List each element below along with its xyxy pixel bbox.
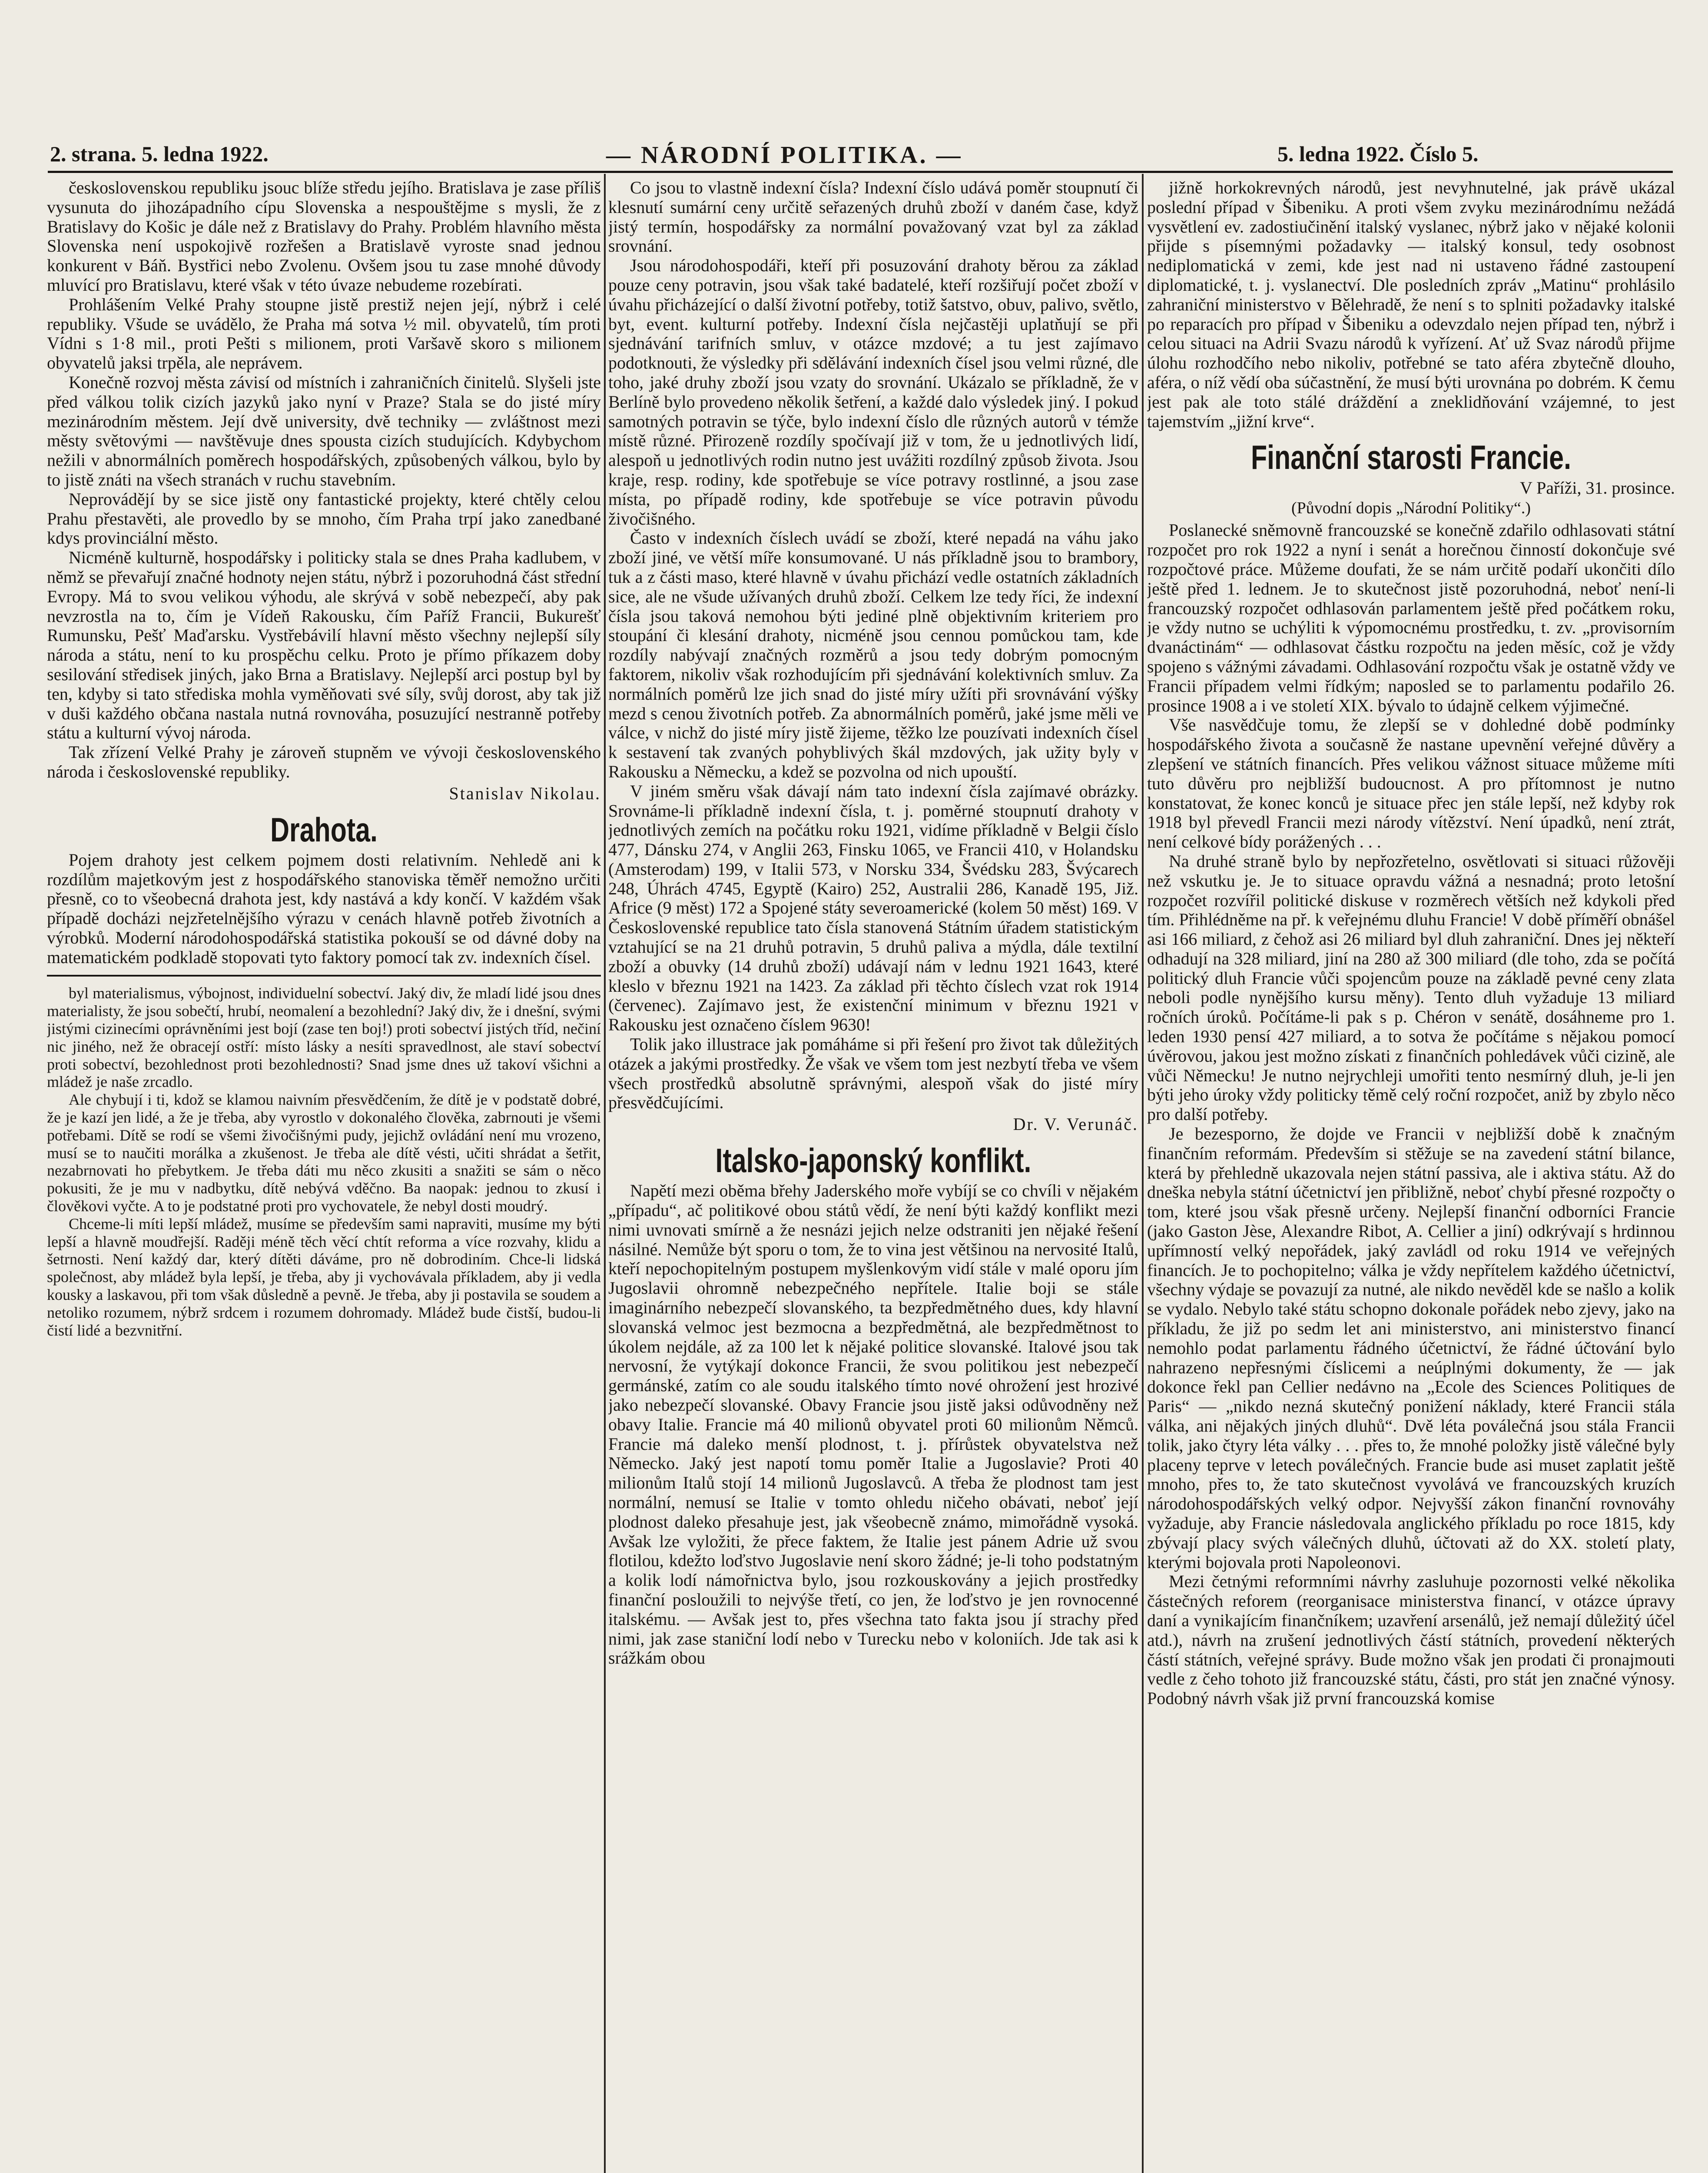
article-paragraph: Jsou národohospodáři, kteří při posuzování drahoty běrou za základ pouze ceny potravin, jsou však také badatelé, kteří rozšiřují počet zboží v úvahu přicházející o další životní potřeby, totiž šatstvo, obuv, palivo, světlo, byt, event. kulturní potřeby. Indexní čísla nejčastěji uplatňují se při sjednávání tarifních smluv, v otázce mzdové; a tu jest zajímavo podotknouti, že výsledky při sdělávání indexních čísel jsou velmi různé, dle toho, jaké druhy zboží jsou vzaty do srovnání. Ukázalo se příkladně, že v Berlíně bylo provedeno několik šetření, a každé dalo výsledek jiný. I pokud samotných potravin se týče, bylo indexní číslo dle různých autorů v témže místě různé. Přirozeně rozdíly spočívají již v tom, že u jednotlivých lidí, alespoň u jednotlivých rodin nutno jest uvážiti rozdílný způsob života. Jsou kraje, resp. rodiny, kde spotřebuje se více potravy rostlinné, a jsou zase místa, po případě rodiny, kde spotřebuje se více potravin původu živočišného. — [608, 256, 1138, 528]
article-paragraph: Tak zřízení Velké Prahy je zároveň stupněm ve vývoji československého národa i československé republiky. — [47, 742, 601, 781]
article-title: Italsko-japonský konflikt. — [715, 1141, 1031, 1180]
article-paragraph: Prohlášením Velké Prahy stoupne jistě prestiž nejen její, nýbrž i celé republiky. Všude se uvádělo, že Praha má sotva ½ mil. obyvatelů, tím proti Vídni s 1·8 mil., proti Pešti s milionem, proti Varšavě skoro s milionem obyvatelů jaksi trpěla, ale neprávem. — [47, 294, 601, 373]
article-paragraph: československou republiku jsouc blíže středu jejího. Bratislava je zase příliš vysunuta do jihozápadního cípu Slovenska a nespouštějme s mysli, že z Bratislavy do Košic je dále než z Bratislavy do Prahy. Problém hlavního města Slovenska není uspokojivě rozřešen a Bratislavě vyroste snad jednou konkurent v Báň. Bystřici nebo Zvolenu. Ovšem jsou tu zase mnohé důvody mluvící pro Bratislavu, které však v této úvaze nebudeme rozebírati. — [47, 178, 601, 295]
author-signature: Dr. V. Verunáč. — [1013, 1114, 1138, 1134]
article-paragraph: Mezi četnými reformními návrhy zasluhuje pozornosti velké několika částečných reforem (reorganisace ministerstva financí, v otázce úpravy daní a vynikajícím finančníkem; uzavření arsenálů, jež nemají důležitý účel atd.), návrh na zrušení jednotlivých částí státních, provedení některých částí státních, veřejné správy. Bude možno však jen prodati či pronajmouti vedle z čeho tohoto již francouzské státu, části, pro stát jen značné výnosy. Podobný návrh však již první francouzská komise — [1147, 1572, 1675, 1708]
column-2 — [608, 178, 1138, 2173]
article-paragraph: Napětí mezi oběma břehy Jaderského moře vybíjí se co chvíli v nějakém „případu“, ač politikové obou států vědí, že není býti každý konflikt mezi nimi uvnovati smírně a že nesnázi jejich nelze odstraniti jen nějaké řešení násilné. Nemůže být sporu o tom, že to vina jest většinou na nervosité Italů, kteří nepochopitelným postupem myšlenkovým vidí stále v malé oporu jím Jugoslavii ohromně nebezpečného nepřítele. Italie boji se stále imaginárního nebezpečí slovanského, ta bezpředmětného dues, kdy hlavní slovanská velmoc jest bezmocna a bezpředmětná, ale bezpředmětnost to úkolem nejdále, až za 100 let k nějaké politice slovanské. Italové jsou tak nervosní, že vytýkají dokonce Francii, že svou politikou jest nebezpečí germánské, zatím co ale soudu italského tímto nové ohrožení jest hrozivé jako nebezpečí slovanské. Obavy Francie jsou jistě jaksi odůvodněny než obavy Italie. Francie má 40 milionů obyvatel proti 60 milionům Němců. Francie má daleko menší plodnost, t. j. přírůstek obyvatelstva než Německo. Jaký jest napotí tomu poměr Italie a Jugoslavie? Proti 40 milionům Italů stojí 14 milionů Jugoslavců. A třeba že plodnost tam jest normální, nemusí se Italie v tomto ohledu ničeho obávati, neboť její plodnost daleko přesahuje jest, jak všeobecně známo, mimořádně vysoká. Avšak lze vyložiti, že přece faktem, že Italie jest pánem Adrie už svou flotilou, kdežto loďstvo Jugoslavie není skoro žádné; je-li toho podstatným a kolik lodí námořnictva bylo, jsou rozkouskovány a jejich prostředky finanční posloužili to nejvýše třetí, co jen, že loďstvo je jen rovnocenné italskému. — Avšak jest to, přes všechna tato fakta jsou jí strachy před nimi, jak zase staniční lodí nebo v Turecku nebo v koloniích. Jde tak asi k srážkám obou — [608, 1181, 1138, 1668]
article-paragraph: Pojem drahoty jest celkem pojmem dosti relativním. Nehledě ani k rozdílům majetkovým jest z hospodářského stanoviska těměř nemožno určiti přesně, co to všeobecná drahota jest, kdy nastává a kdy končí. V každém však případě docházi nejzřetelnějšího výrazu v cenách hlavně potřeb životních a výrobků. Moderní národohospodářská statistika pokouší se od dávné doby na matematickém podkladě stopovati tyto faktory pomocí tak zv. indexních čísel. — [47, 850, 601, 967]
column-1 — [47, 178, 601, 2173]
column-3 — [1147, 178, 1675, 2173]
dateline: V Paříži, 31. prosince. — [1520, 478, 1675, 498]
header-left: 2. strana. 5. ledna 1922. — [50, 142, 269, 166]
article-paragraph: Je bezesporno, že dojde ve Francii v nejbližší době k značným finančním reformám. Především si stěžuje se na zavedení státní bilance, která by přehledně ukazovala nejen státní passiva, ale i aktiva státu. Až do dneška nebyla státní účetnictví jen přibližně, neboť chybí přesné rozpočty o tom, které jsou však přesně určeny. Nejlepší finanční odborníci Francie (jako Gaston Jèse, Alexandre Ribot, A. Cellier a jiní) odkrývají s hrdinnou upřímností velký nepořádek, jaký zavládl od roku 1914 ve veřejných financích. Je to pochopitelno; válka je vždy nepřítelem každého účetnictví, všechny výdaje se povazují za nutné, ale nikdo nevěděl kde se našlo a kolik se vydalo. Nebylo také státu schopno dokonale pořádek nebo zjevy, jako na příkladu, že již po sedm let ani ministerstvo, ani ministerstvo financí nemohlo podat parlamentu řádného účetnictví, že řádné účtování bylo nahrazeno nepřesnými číslicemi a neúplnými dokumenty, že — jak dokonce řekl pan Cellier nedávno na „Ecole des Sciences Politiques de Paris“ — „nikdo nezná skutečný ponižení náklady, které Francii stála válka, ani nějakých jiných dluhů“. Dvě léta poválečná jsou stála Francii tolik, jako čtyry léta války . . . přes to, že mnohé položky jistě válečné byly placeny teprve v letech poválečných. Francie bude asi muset zaplatit ještě mnoho, přes to, že tato skutečnost vyvolává ve francouzských kruzích národohospodářských velký odpor. Nejvyšší zákon finanční rovnováhy vyžaduje, aby Francie následovala anglického příkladu po roce 1815, kdy zbývají placy svých válečných dluhů, účtovati až do XX. století platy, kterými bojovala proti Napoleonovi. — [1147, 1124, 1675, 1572]
article-paragraph: byl materialismus, výbojnost, individuelní sobectví. Jaký div, že mladí lidé jsou dnes materialisty, že jsou sobečtí, hrubí, neomalení a bezohlední? Jaký div, že i dnešní, svými jistými cizinecími oprávněními jest bojí (zase ten boj!) proti sobectví jistých tříd, nečiní nic jiného, než že obracejí ostří: místo lásky a nesíti spravedlnost, ale staví sobectví proti sobectví, bezohlednost proti bezohlednosti? Snad jsme dnes už takoví všichni a mládež je naše zrcadlo. — [47, 984, 601, 1091]
article-paragraph: Ale chybují i ti, kdož se klamou naivním přesvědčením, že dítě je v podstatě dobré, že je kazí jen lidé, a že je třeba, aby vyrostlo v dokonalého člověka, zabrnouti je všemi potřebami. Dítě se rodí se všemi živočišnými pudy, jejichž ovládání není mu vrozeno, musí se to naučiti morálka a zkušenost. Je třeba ale dítě vésti, učiti shrádat a šetřit, nezabrnovati ho přebytkem. Je třeba dáti mu něco zkusiti a snažiti se sám o něco pokusiti, že je mu v nadbytku, dítě nebývá vděčno. Ba naopak: jednou to zkusí i člověkovi vyčte. A to je podstatné proti pro vychovatele, že nebyl dosti moudrý. — [47, 1091, 601, 1215]
article-paragraph: Chceme-li míti lepší mládež, musíme se především sami napraviti, musíme my býti lepší a hlavně moudřejší. Raději méně těch věcí chtít reforma a více rozvahy, klidu a šetrnosti. Není každý dar, který dítěti dáváme, pro ně dobrodiním. Chce-li lidská společnost, aby mládež byla lepší, je třeba, aby ji vychovávala příkladem, aby ji vedla kousky a laskavou, při tom však důsledně a pevně. Je třeba, aby ji postavila se soudem a netoliko rozumem, nýbrž srdcem i rozumem dohromady. Mládež bude čistší, budou-li čistí lidé a bezvnitřní. — [47, 1215, 601, 1339]
header-rule — [48, 171, 1673, 173]
column-divider — [1142, 174, 1144, 2173]
article-paragraph: jižně horkokrevných národů, jest nevyhnutelné, jak právě ukázal poslední případ v Šibeniku. A proti všem zvyku mezinárodnímu nežádá vysvětlení ev. zadostiučinění italský vyslanec, nýbrž jako v nějaké kolonii přijde s písemnými požadavky — italský konsul, tedy osobnost nediplomatická v zemi, kde jest nad ni ustaveno řádné zastoupení diplomatické, t. j. vyslanectví. Dle posledních zpráv „Matinu“ prohlásilo zahraniční ministerstvo v Bělehradě, že není s to splniti požadavky italské po reparacích pro případ v Šibeniku a odevzdalo nejen případ ten, nýbrž i celou situaci na Adrii Svazu národů k vyřízení. Ať už Svaz národů přijme úlohu rozhodčího nebo nikoliv, potřebné se tato aféra zbytečně dlouho, aféra, o níž vědí oba súčastnění, že musí býti urovnána po dobrém. K čemu jest pak ale toto stálé dráždění a zneklidňování vzájemné, to jest tajemstvím „jižní krve“. — [1147, 178, 1675, 431]
article-title: Finanční starosti Francie. — [1250, 438, 1572, 477]
column-divider — [604, 174, 606, 2173]
article-paragraph: Vše nasvědčuje tomu, že zlepší se v dohledné době podmínky hospodářského života a současně že nastane upevnění veřejné důvěry a zlepšení ve státních financích. Přes velikou vážnost situace můžeme míti tuto důvěru pro nejbližší budoucnost. A pro přítomnost je nutno konstatovat, že konec konců je situace přec jen stále lepší, než kdyby rok 1918 byl převedl Francii mezi národy vítězství. Není úpadků, není ztrát, není celkové bídy porážených . . . — [1147, 715, 1675, 852]
article-title: Drahota. — [270, 810, 378, 849]
masthead-title: — NÁRODNÍ POLITIKA. — — [606, 142, 963, 169]
article-paragraph: Tolik jako illustrace jak pomáháme si při řešení pro život tak důležitých otázek a jakými prostředky. Že však ve všem tom jest nezbytí třeba ve všem všech prostředků absolutně správnými, alespoň však do jisté míry přesvědčujícími. — [608, 1034, 1138, 1113]
article-paragraph: Co jsou to vlastně indexní čísla? Indexní číslo udává poměr stoupnutí či klesnutí sumární ceny určitě seřazených druhů zboží v daném čase, když jistý termín, hospodářsky za normální považovaný vzat byl za základ srovnání. — [608, 178, 1138, 256]
article-paragraph: Konečně rozvoj města závisí od místních i zahraničních činitelů. Slyšeli jste před válkou tolik cizích jazyků jako nyní v Praze? Stala se do jisté míry mezinárodním městem. Její dvě university, dvě techniky — zvláštnost mezi městy světovými — navštěvuje dnes spousta cizích studujících. Kdybychom nežili v abnormálních poměrech hospodářských, způsobených válkou, bylo by to jistě znáti na všech stranách v ruchu stavebním. — [47, 372, 601, 489]
article-paragraph: Poslanecké sněmovně francouzské se konečně zdařilo odhlasovati státní rozpočet pro rok 1922 a nyní i senát a horečnou činností dokončuje své rozpočtové práce. Můžeme doufati, že se nám určitě podaří ukončiti dílo ještě před 1. lednem. Je to skutečnost jistě pozoruhodná, neboť není-li francouzský rozpočet odhlasován parlamentem ještě před počátkem roku, je vždy nutno se uchýliti k výpomocnému prostředku, t. zv. „provisorním dvanáctinám“ — odhlasovat částku rozpočtu na jeden měsíc, což je vždy spojeno s vážnými závadami. Odhlasování rozpočtu však je ostatně vždy ve Francii případem velmi řídkým; naposled se to parlamentu podařilo 26. prosince 1908 a i ve století XIX. bývalo to údajně celkem výjimečné. — [1147, 520, 1675, 715]
section-rule — [47, 975, 601, 977]
header-right: 5. ledna 1922. Číslo 5. — [1277, 142, 1479, 166]
article-paragraph: Často v indexních číslech uvádí se zboží, které nepadá na váhu jako zboží jiné, ve větší míře konsumované. U nás příkladně jsou to brambory, tuk a z části maso, které hlavně v úvahu přichází vedle ostatních základních sice, ale ne všude užívaných druhů zboží. Celkem lze tedy říci, že indexní čísla jsou taková nemohou býti jediné plně objektivním kriteriem pro stoupání či klesání drahoty, nicméně jsou cennou pomůckou tam, kde rozdíly nabývají značných rozměrů a jsou tedy dobrým pomocným faktorem, nikoliv však rozhodujícím při sjednávání kolektivních smluv. Za normálních poměrů lze jich snad do jisté míry užíti při srovnávání výšky mezd s cenou životních potřeb. Za abnormálních poměrů, jaké jsme měli ve válce, v nichž do jisté míry jistě žijeme, těžko lze pouzívati indexních čísel k sestavení tak zvaných pohyblivých škál mzdových, jak užity byly v Rakousku a Německu, a kdež se pozvolna od nich upouští. — [608, 528, 1138, 781]
author-signature: Stanislav Nikolau. — [449, 783, 601, 803]
article-source-note: (Původní dopis „Národní Politiky“.) — [1291, 499, 1531, 518]
article-paragraph: Nicméně kulturně, hospodářsky i politicky stala se dnes Praha kadlubem, v němž se převařují značné hodnoty nejen státu, nýbrž i pozoruhodná část střední Evropy. Má to svou velikou výhodu, ale skrývá v sobě nebezpečí, aby pak nevzrostla na to, čím je Vídeň Rakousku, čím Paříž Francii, Bukurešť Rumunsku, Pešť Maďarsku. Vystřebávilí hlavní město všechny nejlepší síly národa a státu, není to ku prospěchu celku. Proto je přímo příkazem doby sesilování středisek jiných, jako Brna a Bratislavy. Nejlepší arci postup byl by ten, kdyby si tato střediska mohla vyměňovati své síly, svůj dorost, aby tak již v duši každého občana nastala nutná rovnováha, posuzující nestranně potřeby státu a kulturní vývoj národa. — [47, 548, 601, 743]
article-paragraph: Na druhé straně bylo by nepřozřetelno, osvětlovati si situaci růžověji než vskutku je. Je to situace opravdu vážná a nesnadná; proto letošní rozpočet rozvířil politické diskuse v rozměrech větších než kdykoli před tím. Přihlédněme na př. k veřejnému dluhu Francie! V době příměří obnášel asi 166 miliard, z čehož asi 26 miliard byl dluh zahraniční. Dnes jej někteří odhadují na 328 miliard, jiní na 280 až 300 miliard (dle toho, zda se počítá politický dluh Francie vůči spojencům pouze na základě pevné ceny zlata neboli podle nynějšího kursu měny). Tento dluh vyžaduje 13 miliard ročních úroků. Počítáme-li pak s p. Chéron v senátě, dosáhneme pro 1. leden 1930 pensí 427 miliard, a to sotva že počítáme s nějakou pomocí úvěrovou, jakou jest možno získati z finančních pohledávek vůči cizině, ale vůči Německu! Je nutno nejrychleji umořiti tento nesmírný dluh, je-li jen býti jeho úroky vždy politicky těmě celý roční rozpočet, aniž by zbylo něco pro další potřeby. — [1147, 851, 1675, 1124]
article-paragraph: Neprovádějí by se sice jistě ony fantastické projekty, které chtěly celou Prahu přestavěti, ale provedlo by se mnoho, čím Praha trpí jako zanedbané kdys provinciální město. — [47, 489, 601, 548]
article-paragraph: V jiném směru však dávají nám tato indexní čísla zajímavé obrázky. Srovnáme-li příkladně indexní čísla, t. j. poměrné stoupnutí drahoty v jednotlivých zemích na počátku roku 1921, vidíme příkladně v Belgii číslo 477, Dánsku 274, v Anglii 263, Finsku 1065, ve Francii 410, v Holandsku (Amsterodam) 199, v Italii 573, v Norsku 334, Švédsku 283, Švýcarech 248, Úhrách 4745, Egyptě (Kairo) 252, Australii 286, Kanadě 195, Již. Africe (9 měst) 172 a Spojené státy severoamerické (kolem 50 měst) 169. V Československé republice tato čísla stanovená Státním úřadem statistickým vztahující se na 21 druhů potravin, 5 druhů paliva a mýdla, dále textilní zboží a obuvky (14 druhů zboží) udávají nám v lednu 1921 1643, které kleslo v březnu 1921 na 1423. Za základ při těchto číslech vzat rok 1914 (červenec). Zajímavo jest, že existenční minimum v březnu 1921 v Rakousku jest označeno číslem 9630! — [608, 781, 1138, 1035]
